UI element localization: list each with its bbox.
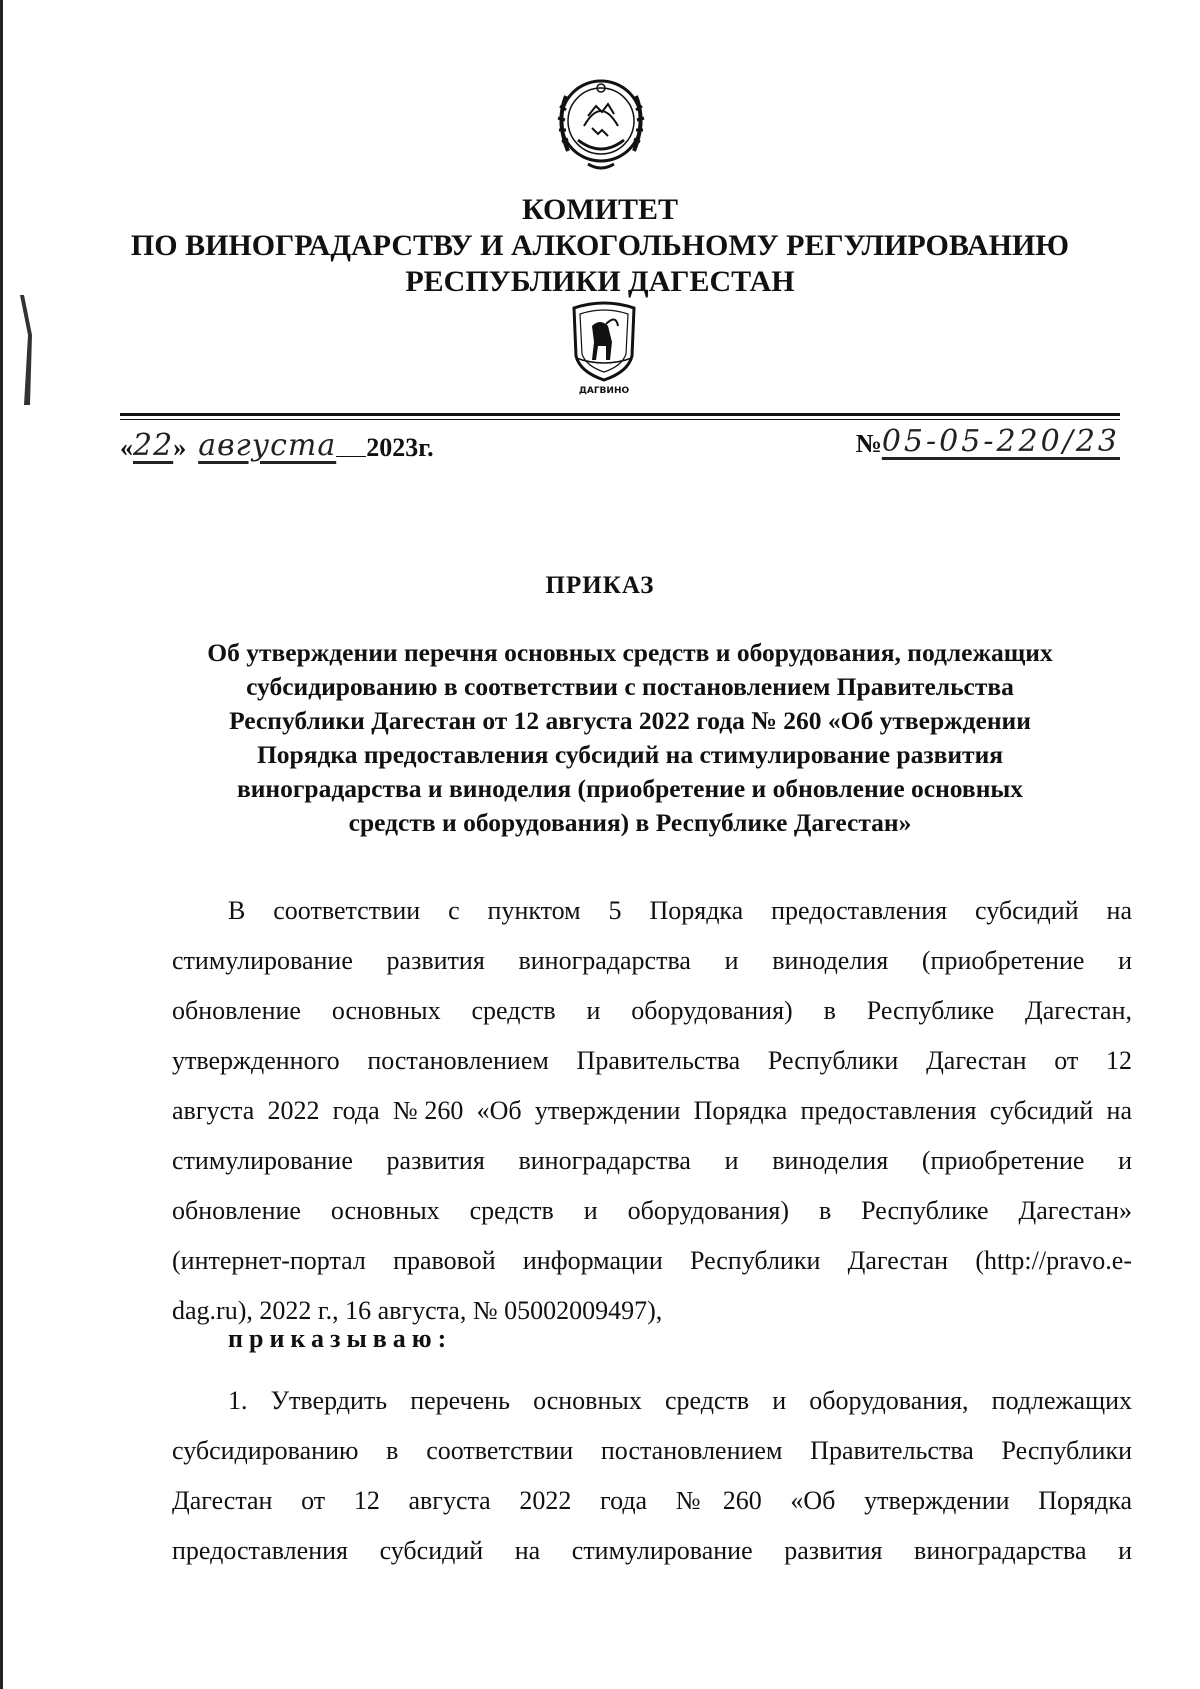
issuer-header <box>130 192 1070 300</box>
date-year: 2023г. <box>366 433 434 462</box>
date-day: 22 <box>133 428 174 463</box>
number-value: 05-05-220/23 <box>881 424 1120 459</box>
document-title <box>160 636 1100 840</box>
emblem-caption: ДАГВИНО <box>578 386 630 396</box>
text-line: (интернет-портал правовой информации Республики Дагестан (http://pravo.e- <box>172 1246 1132 1275</box>
text-line: В соответствии с пунктом 5 Порядка предоставления субсидий на <box>228 896 1132 925</box>
title-line: Порядка предоставления субсидий на стимулирование развития <box>256 740 1004 769</box>
coat-of-arms-emblem <box>548 66 654 176</box>
text-line: августа 2022 года №260 «Об утверждении Порядка предоставления субсидий на <box>172 1096 1132 1125</box>
text-line: 1. Утвердить перечень основных средств и оборудования, подлежащих <box>228 1386 1132 1415</box>
text-line: субсидированию в соответствии постановлением Правительства Республики <box>172 1436 1132 1465</box>
header-line-1: КОМИТЕТ <box>521 193 679 226</box>
order-word: приказываю: <box>228 1324 453 1353</box>
title-line: виноградарства и виноделия (приобретение и обновление основных <box>236 774 1024 803</box>
number-prefix: № <box>855 429 882 458</box>
header-line-2: ПО ВИНОГРАДАРСТВУ И АЛКОГОЛЬНОМУ РЕГУЛИРОВАНИЮ <box>130 229 1070 262</box>
date-month: августа <box>198 428 337 463</box>
text-line: dag.ru), 2022 г., 16 августа, № 05002009497), <box>172 1296 663 1325</box>
scan-edge <box>0 0 3 1689</box>
title-line: Об утверждении перечня основных средств и оборудования, подлежащих <box>207 638 1053 667</box>
title-line: субсидированию в соответствии с постановлением Правительства <box>246 672 1014 701</box>
title-line: Республики Дагестан от 12 августа 2022 года № 260 «Об утверждении <box>229 706 1031 735</box>
scan-artifact <box>18 295 32 405</box>
date-close-quote: » <box>173 433 187 462</box>
text-line: предоставления субсидий на стимулирование развития виноградарства и <box>172 1536 1132 1565</box>
text-line: обновление основных средств и оборудования) в Республике Дагестан» <box>172 1196 1132 1225</box>
text-line: стимулирование развития виноградарства и виноделия (приобретение и <box>172 946 1132 975</box>
header-rule-thin <box>120 419 1120 420</box>
header-line-3: РЕСПУБЛИКИ ДАГЕСТАН <box>405 265 795 298</box>
document-number <box>856 424 1120 459</box>
header-rule-thick <box>120 413 1120 416</box>
date-open-quote: « <box>120 433 133 462</box>
clause-1-paragraph <box>172 1376 1132 1576</box>
text-line: Дагестан от 12 августа 2022 года №260 «Об утверждении Порядка <box>172 1486 1132 1515</box>
document-date <box>120 428 434 463</box>
title-line: средств и оборудования) в Республике Дагестан» <box>348 808 912 837</box>
preamble-paragraph <box>172 886 1132 1336</box>
text-line: обновление основных средств и оборудования) в Республике Дагестан, <box>172 996 1132 1025</box>
dagvino-emblem <box>566 296 642 396</box>
text-line: утвержденного постановлением Правительства Республики Дагестан от 12 <box>172 1046 1132 1075</box>
text-line: стимулирование развития виноградарства и виноделия (приобретение и <box>172 1146 1132 1175</box>
document-type: ПРИКАЗ <box>545 572 655 599</box>
